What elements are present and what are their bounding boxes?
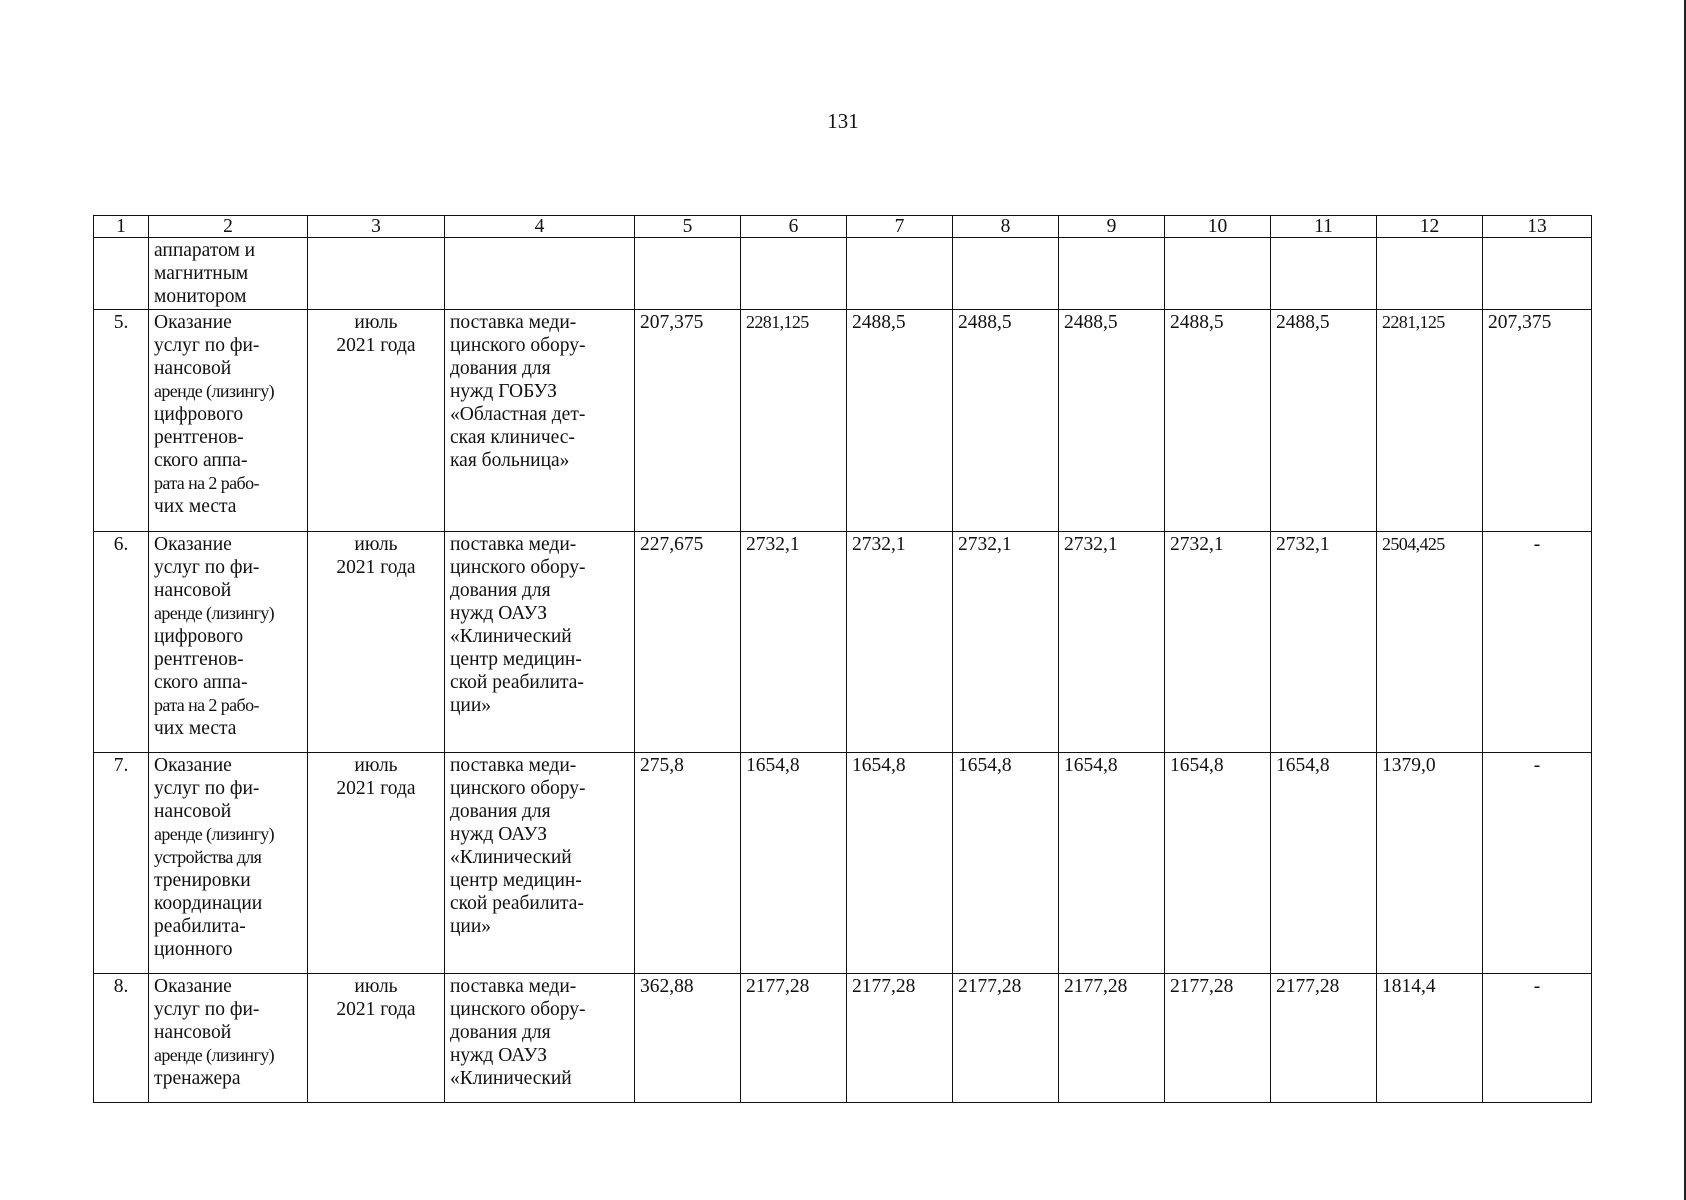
text-line: цифрового: [154, 404, 244, 425]
cell-num: [94, 238, 149, 310]
column-header: 1: [94, 216, 149, 238]
column-header: 3: [308, 216, 445, 238]
cell-value: 1654,8: [741, 753, 847, 974]
table-row-continuation: [94, 238, 1592, 310]
cell-value: 2732,1: [741, 532, 847, 753]
cell-value: 227,675: [635, 532, 741, 753]
cell-desc: [445, 532, 635, 753]
text-line: 2021 года: [336, 557, 416, 578]
cell-value: 2504,425: [1377, 532, 1483, 753]
text-line: нужд ОАУЗ: [450, 603, 547, 624]
text-line: дования для: [450, 580, 551, 601]
text-line: ции»: [450, 916, 492, 937]
cell-name: [149, 974, 308, 1103]
cell-name: [149, 532, 308, 753]
text-line: нансовой: [154, 358, 232, 379]
text-line: рата на 2 рабо-: [154, 473, 259, 493]
text-line: «Клинический: [450, 847, 572, 868]
column-header: 2: [149, 216, 308, 238]
column-header: 8: [953, 216, 1059, 238]
cell-name: [149, 753, 308, 974]
column-header: 6: [741, 216, 847, 238]
column-header: 4: [445, 216, 635, 238]
text-line: нансовой: [154, 1022, 232, 1043]
cell-value: [1059, 238, 1165, 310]
text-line: дования для: [450, 801, 551, 822]
cell-num: 6.: [94, 532, 149, 753]
cell-value: [1271, 238, 1377, 310]
text-line: ского аппа-: [154, 672, 248, 693]
cell-value: [953, 238, 1059, 310]
text-line: нужд ОАУЗ: [450, 1045, 547, 1066]
text-line: центр медицин-: [450, 649, 582, 670]
column-number-row: [94, 216, 1592, 238]
text-line: монитором: [154, 286, 247, 307]
cell-value: 1379,0: [1377, 753, 1483, 974]
cell-value: 2177,28: [953, 974, 1059, 1103]
text-line: цифрового: [154, 626, 244, 647]
cell-num: 7.: [94, 753, 149, 974]
cell-value: 2177,28: [1271, 974, 1377, 1103]
cell-value: [847, 238, 953, 310]
text-line: аренде (лизингу): [154, 1045, 275, 1065]
text-line: нансовой: [154, 801, 232, 822]
cell-value: -: [1483, 532, 1592, 753]
text-line: Оказание: [154, 534, 232, 555]
cell-desc: [445, 310, 635, 532]
column-header: 13: [1483, 216, 1592, 238]
text-line: центр медицин-: [450, 870, 582, 891]
cell-date: [308, 753, 445, 974]
text-line: дования для: [450, 358, 551, 379]
cell-value: 2177,28: [1165, 974, 1271, 1103]
text-line: поставка меди-: [450, 976, 577, 997]
cell-value: 2488,5: [953, 310, 1059, 532]
cell-num: 8.: [94, 974, 149, 1103]
text-line: аренде (лизингу): [154, 824, 275, 844]
text-line: чих места: [154, 496, 237, 517]
text-line: ской реабилита-: [450, 672, 584, 693]
text-line: рентгенов-: [154, 427, 244, 448]
text-line: аренде (лизингу): [154, 603, 275, 623]
text-line: тренажера: [154, 1068, 241, 1089]
cell-value: 2177,28: [741, 974, 847, 1103]
text-line: аппаратом и: [154, 240, 256, 261]
cell-value: 2177,28: [847, 974, 953, 1103]
text-line: Оказание: [154, 312, 232, 333]
text-line: координации: [154, 893, 263, 914]
text-line: поставка меди-: [450, 534, 577, 555]
cell-value: 2281,125: [1377, 310, 1483, 532]
text-line: магнитным: [154, 263, 249, 284]
cell-date: [308, 532, 445, 753]
text-line: нансовой: [154, 580, 232, 601]
text-line: услуг по фи-: [154, 999, 260, 1020]
text-line: цинского обору-: [450, 557, 586, 578]
column-header: 12: [1377, 216, 1483, 238]
text-line: ской реабилита-: [450, 893, 584, 914]
text-line: тренировки: [154, 870, 251, 891]
text-line: Оказание: [154, 755, 232, 776]
table-row: [94, 532, 1592, 753]
cell-date: [308, 310, 445, 532]
text-line: Оказание: [154, 976, 232, 997]
cell-num: 5.: [94, 310, 149, 532]
text-line: ская клиничес-: [450, 427, 575, 448]
text-line: июль: [354, 976, 398, 997]
data-table: [93, 215, 1592, 1103]
column-header: 9: [1059, 216, 1165, 238]
text-line: рата на 2 рабо-: [154, 695, 259, 715]
text-line: устройства для: [154, 847, 262, 867]
column-header: 5: [635, 216, 741, 238]
cell-value: 2732,1: [953, 532, 1059, 753]
text-line: реабилита-: [154, 916, 246, 937]
cell-date: [308, 238, 445, 310]
column-header: 10: [1165, 216, 1271, 238]
cell-value: [1483, 238, 1592, 310]
text-line: аренде (лизингу): [154, 381, 275, 401]
text-line: нужд ГОБУЗ: [450, 381, 557, 402]
cell-value: 1654,8: [953, 753, 1059, 974]
text-line: 2021 года: [336, 778, 416, 799]
cell-value: -: [1483, 974, 1592, 1103]
cell-desc: [445, 974, 635, 1103]
cell-value: [635, 238, 741, 310]
text-line: услуг по фи-: [154, 778, 260, 799]
text-line: поставка меди-: [450, 312, 577, 333]
text-line: июль: [354, 312, 398, 333]
table-row: [94, 310, 1592, 532]
text-line: цинского обору-: [450, 999, 586, 1020]
cell-value: 2732,1: [1059, 532, 1165, 753]
cell-value: 2488,5: [1271, 310, 1377, 532]
text-line: кая больница»: [450, 450, 570, 471]
table-row: [94, 753, 1592, 974]
text-line: 2021 года: [336, 999, 416, 1020]
text-line: ского аппа-: [154, 450, 248, 471]
cell-value: 1814,4: [1377, 974, 1483, 1103]
table-row: [94, 974, 1592, 1103]
cell-value: 1654,8: [1165, 753, 1271, 974]
cell-value: 275,8: [635, 753, 741, 974]
cell-value: [741, 238, 847, 310]
cell-value: 2488,5: [847, 310, 953, 532]
cell-value: 2732,1: [1271, 532, 1377, 753]
text-line: рентгенов-: [154, 649, 244, 670]
cell-name: [149, 310, 308, 532]
text-line: чих места: [154, 718, 237, 739]
cell-name: [149, 238, 308, 310]
cell-value: 2488,5: [1165, 310, 1271, 532]
cell-value: 2488,5: [1059, 310, 1165, 532]
text-line: июль: [354, 755, 398, 776]
cell-value: 2177,28: [1059, 974, 1165, 1103]
text-line: услуг по фи-: [154, 335, 260, 356]
cell-value: 1654,8: [847, 753, 953, 974]
text-line: «Областная дет-: [450, 404, 586, 425]
text-line: дования для: [450, 1022, 551, 1043]
text-line: ции»: [450, 695, 492, 716]
text-line: 2021 года: [336, 335, 416, 356]
text-line: цинского обору-: [450, 778, 586, 799]
cell-value: 362,88: [635, 974, 741, 1103]
text-line: услуг по фи-: [154, 557, 260, 578]
cell-desc: [445, 753, 635, 974]
cell-value: 2732,1: [1165, 532, 1271, 753]
text-line: июль: [354, 534, 398, 555]
text-line: поставка меди-: [450, 755, 577, 776]
text-line: ционного: [154, 939, 233, 960]
page-number: 131: [827, 109, 859, 133]
text-line: цинского обору-: [450, 335, 586, 356]
cell-value: 207,375: [635, 310, 741, 532]
cell-value: [1377, 238, 1483, 310]
column-header: 7: [847, 216, 953, 238]
text-line: «Клинический: [450, 1068, 572, 1089]
column-header: 11: [1271, 216, 1377, 238]
cell-desc: [445, 238, 635, 310]
cell-value: 2281,125: [741, 310, 847, 532]
text-line: «Клинический: [450, 626, 572, 647]
cell-value: 1654,8: [1059, 753, 1165, 974]
cell-value: -: [1483, 753, 1592, 974]
cell-value: [1165, 238, 1271, 310]
text-line: нужд ОАУЗ: [450, 824, 547, 845]
cell-date: [308, 974, 445, 1103]
cell-value: 1654,8: [1271, 753, 1377, 974]
cell-value: 2732,1: [847, 532, 953, 753]
cell-value: 207,375: [1483, 310, 1592, 532]
